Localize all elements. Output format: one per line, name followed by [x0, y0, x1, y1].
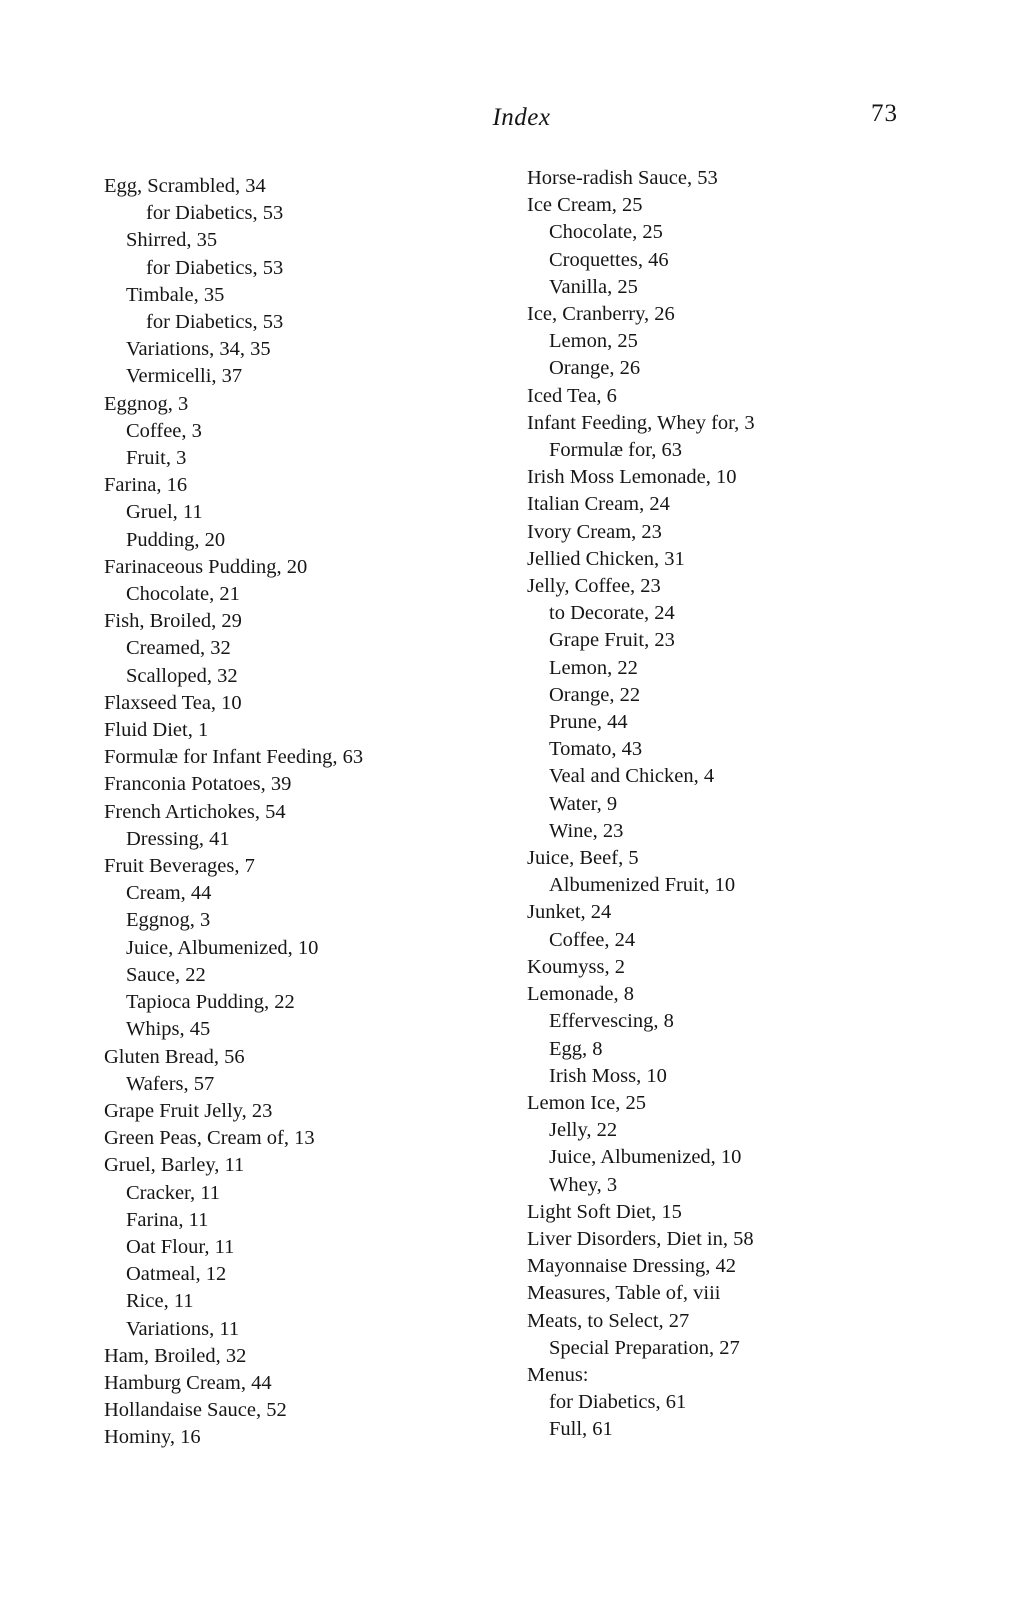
index-entry: Jellied Chicken, 31 [527, 547, 685, 570]
index-subentry: for Diabetics, 53 [146, 256, 284, 279]
index-entry: Juice, Beef, 5 [527, 847, 639, 870]
index-entry: Fish, Broiled, 29 [104, 610, 242, 633]
index-entry: Hominy, 16 [104, 1426, 201, 1449]
index-subentry: Special Preparation, 27 [549, 1336, 740, 1359]
index-subentry: Eggnog, 3 [126, 909, 211, 932]
index-subentry: Scalloped, 32 [126, 664, 238, 687]
index-subentry: Lemon, 22 [549, 656, 638, 679]
index-subentry: for Diabetics, 53 [146, 202, 284, 225]
index-subentry: Cracker, 11 [126, 1181, 221, 1204]
index-entry: Green Peas, Cream of, 13 [104, 1127, 315, 1150]
index-column-left [104, 173, 363, 1452]
index-subentry: Cream, 44 [126, 882, 212, 905]
index-entry: Lemon Ice, 25 [527, 1091, 646, 1114]
page-number: 73 [871, 100, 898, 127]
index-entry: Formulæ for Infant Feeding, 63 [104, 746, 364, 769]
index-entry: Farina, 16 [104, 474, 188, 497]
index-entry: Hamburg Cream, 44 [104, 1371, 272, 1394]
index-subentry: Orange, 26 [549, 357, 641, 380]
index-subentry: Oat Flour, 11 [126, 1235, 235, 1258]
index-entry: Flaxseed Tea, 10 [104, 691, 242, 714]
index-entry: Menus: [527, 1363, 589, 1386]
index-subentry: Fruit, 3 [126, 447, 187, 470]
index-subentry: Pudding, 20 [126, 528, 226, 551]
index-subentry: Lemon, 25 [549, 330, 638, 353]
index-entry: Ivory Cream, 23 [527, 520, 662, 543]
index-subentry: Chocolate, 25 [549, 221, 663, 244]
index-entry: Fruit Beverages, 7 [104, 855, 255, 878]
index-entry: Koumyss, 2 [527, 955, 625, 978]
index-subentry: Shirred, 35 [126, 229, 218, 252]
index-entry: Liver Disorders, Diet in, 58 [527, 1227, 754, 1250]
index-subentry: for Diabetics, 61 [549, 1391, 687, 1414]
index-entry: Junket, 24 [527, 901, 612, 924]
index-subentry: Formulæ for, 63 [549, 439, 682, 462]
index-entry: Franconia Potatoes, 39 [104, 773, 292, 796]
index-entry: Farinaceous Pudding, 20 [104, 555, 308, 578]
index-subentry: Rice, 11 [126, 1290, 194, 1313]
index-entry: Grape Fruit Jelly, 23 [104, 1099, 273, 1122]
index-subentry: Croquettes, 46 [549, 248, 669, 271]
index-subentry: Vanilla, 25 [549, 275, 638, 298]
index-entry: Gruel, Barley, 11 [104, 1154, 245, 1177]
index-subentry: Variations, 34, 35 [126, 338, 271, 361]
index-entry: Measures, Table of, viii [527, 1282, 721, 1305]
index-subentry: Whips, 45 [126, 1018, 211, 1041]
index-subentry: Irish Moss, 10 [549, 1064, 667, 1087]
index-entry: Ice, Cranberry, 26 [527, 303, 675, 326]
index-subentry: Water, 9 [549, 792, 618, 815]
index-entry: Egg, Scrambled, 34 [104, 175, 266, 197]
index-entry: Iced Tea, 6 [527, 384, 617, 407]
index-entry: Ice Cream, 25 [527, 194, 643, 217]
index-subentry: Veal and Chicken, 4 [549, 765, 715, 788]
index-subentry: Tapioca Pudding, 22 [126, 991, 295, 1014]
index-subentry: Coffee, 3 [126, 419, 202, 442]
index-subentry: Juice, Albumenized, 10 [549, 1146, 742, 1169]
index-subentry: Orange, 22 [549, 683, 641, 706]
index-subentry: Whey, 3 [549, 1173, 618, 1196]
index-subentry: Egg, 8 [549, 1037, 603, 1060]
index-subentry: Farina, 11 [126, 1208, 209, 1231]
index-subentry: Chocolate, 21 [126, 583, 240, 606]
index-entry: Gluten Bread, 56 [104, 1045, 245, 1068]
index-entry: Light Soft Diet, 15 [527, 1200, 682, 1223]
index-subentry: Variations, 11 [126, 1317, 240, 1340]
index-subentry: Tomato, 43 [549, 738, 643, 761]
index-entry: Eggnog, 3 [104, 392, 189, 415]
index-subentry: Juice, Albumenized, 10 [126, 936, 319, 959]
index-subentry: Dressing, 41 [126, 827, 230, 850]
index-subentry: Vermicelli, 37 [126, 365, 243, 388]
index-entry: Horse-radish Sauce, 53 [527, 167, 718, 189]
index-subentry: Jelly, 22 [549, 1119, 618, 1142]
index-entry: Fluid Diet, 1 [104, 719, 209, 742]
index-subentry: Gruel, 11 [126, 501, 203, 524]
index-entry: Meats, to Select, 27 [527, 1309, 690, 1332]
index-subentry: to Decorate, 24 [549, 602, 675, 625]
index-subentry: Timbale, 35 [126, 283, 225, 306]
index-entry: Mayonnaise Dressing, 42 [527, 1255, 736, 1278]
index-subentry: Creamed, 32 [126, 637, 231, 660]
index-subentry: Wafers, 57 [126, 1072, 215, 1095]
index-subentry: Effervescing, 8 [549, 1010, 674, 1033]
index-subentry: for Diabetics, 53 [146, 311, 284, 334]
index-entry: Infant Feeding, Whey for, 3 [527, 411, 755, 434]
index-subentry: Albumenized Fruit, 10 [549, 874, 736, 897]
index-entry: Italian Cream, 24 [527, 493, 670, 516]
index-entry: Lemonade, 8 [527, 983, 635, 1006]
index-subentry: Oatmeal, 12 [126, 1263, 227, 1286]
index-entry: Ham, Broiled, 32 [104, 1344, 247, 1367]
running-title-text: Index [492, 104, 551, 131]
index-subentry: Full, 61 [549, 1418, 613, 1441]
index-entry: Irish Moss Lemonade, 10 [527, 466, 737, 489]
index-subentry: Prune, 44 [549, 711, 628, 734]
index-entry: Hollandaise Sauce, 52 [104, 1399, 287, 1422]
index-entry: Jelly, Coffee, 23 [527, 575, 661, 598]
index-subentry: Coffee, 24 [549, 928, 636, 951]
index-column-right [527, 165, 755, 1444]
index-subentry: Wine, 23 [549, 819, 624, 842]
index-subentry: Grape Fruit, 23 [549, 629, 675, 652]
index-entry: French Artichokes, 54 [104, 800, 286, 823]
index-subentry: Sauce, 22 [126, 963, 206, 986]
